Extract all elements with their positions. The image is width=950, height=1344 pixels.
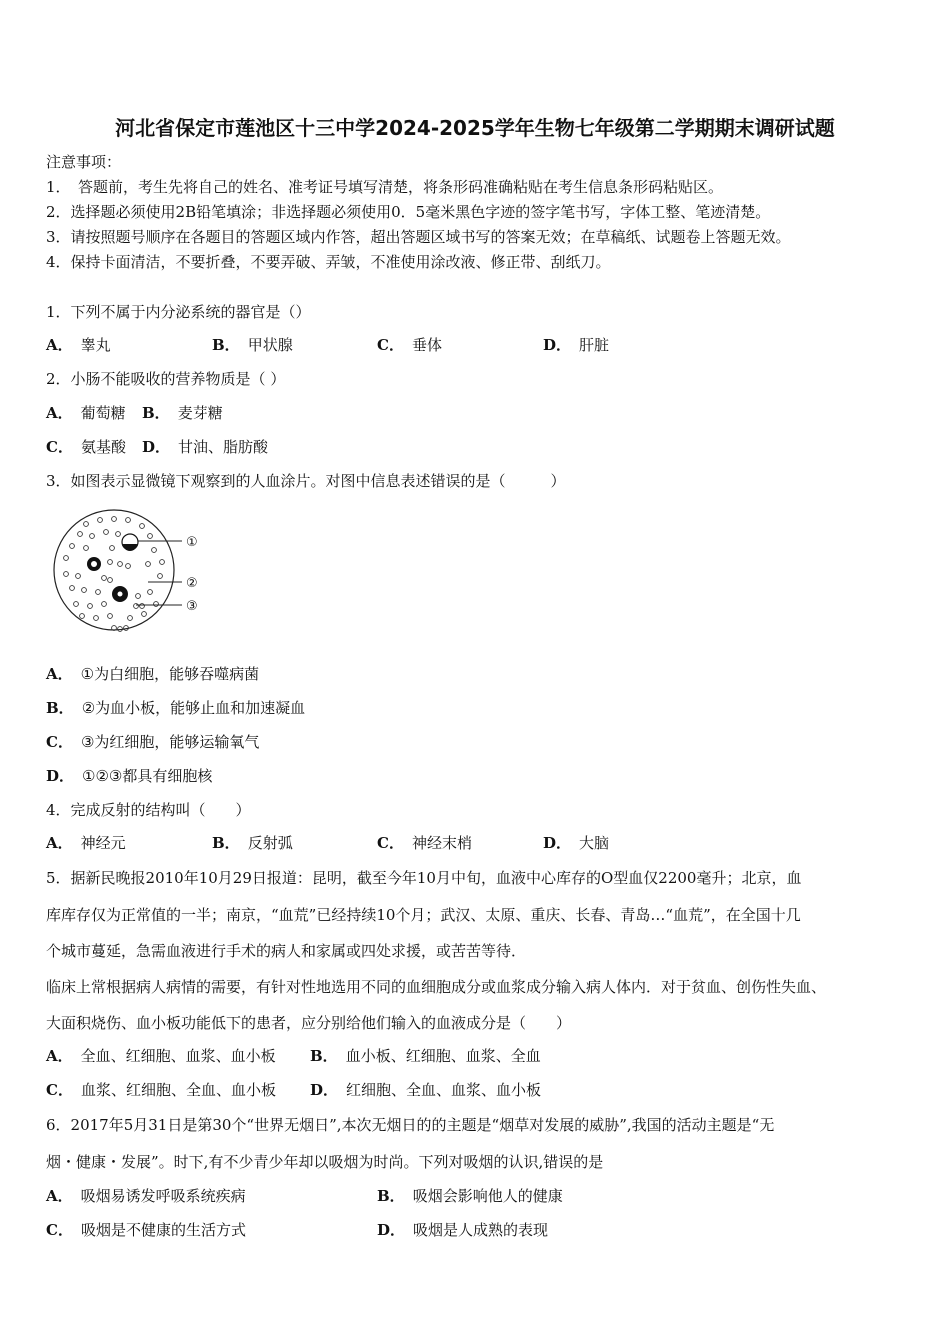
option-key: B． <box>310 1047 338 1065</box>
option-d <box>377 1220 548 1240</box>
option-text: 神经末梢 <box>411 834 472 852</box>
option-a <box>46 833 126 853</box>
option-key: D． <box>46 767 75 785</box>
option-key: A． <box>46 665 73 683</box>
question-text-line: 库库存仅为正常值的一半；南京，“血荒”已经持续10个月；武汉、太原、重庆、长春、青岛…“血荒”，在全国十几 <box>46 906 801 924</box>
option-c <box>377 335 442 355</box>
option-b <box>212 335 293 355</box>
option-text: 麦芽糖 <box>177 404 223 422</box>
option-key: C． <box>46 1221 73 1239</box>
question-stem: 2．小肠不能吸收的营养物质是（ ） <box>46 370 286 388</box>
question-stem: 1．下列不属于内分泌系统的器官是（） <box>46 303 311 321</box>
option-c <box>46 1220 246 1240</box>
option-text: 睾丸 <box>80 336 111 354</box>
option-text: 全血、红细胞、血浆、血小板 <box>80 1047 276 1065</box>
option-a <box>46 1186 246 1206</box>
option-d <box>142 437 268 457</box>
question-text-line: 个城市蔓延，急需血液进行手术的病人和家属或四处求援，或苦苦等待． <box>46 942 527 960</box>
option-b <box>212 833 293 853</box>
option-key: B． <box>212 336 240 354</box>
option-key: D． <box>377 1221 406 1239</box>
option-a <box>46 403 126 423</box>
option-key: D． <box>142 438 171 456</box>
option-key: D． <box>310 1081 339 1099</box>
option-key: D． <box>543 834 572 852</box>
option-d <box>310 1080 541 1100</box>
option-text: ③为红细胞，能够运输氧气 <box>80 733 260 751</box>
question-text-line: 5．据新民晚报2010年10月29日报道：昆明，截至今年10月中旬，血液中心库存的O型血仅2200毫升；北京，血 <box>46 869 802 887</box>
option-a <box>46 1046 276 1066</box>
option-text: 血小板、红细胞、血浆、全血 <box>345 1047 541 1065</box>
question-text-line: 烟・健康・发展”。时下,有不少青少年却以吸烟为时尚。下列对吸烟的认识,错误的是 <box>46 1153 604 1171</box>
option-c <box>46 732 259 752</box>
option-a <box>46 664 259 684</box>
option-key: C． <box>377 336 404 354</box>
question-text-line: 临床上常根据病人病情的需要，有针对性地选用不同的血细胞成分或血浆成分输入病人体内．对于贫血、创伤性失血、 <box>46 978 827 996</box>
question-stem: 4．完成反射的结构叫（ ） <box>46 801 251 819</box>
option-b <box>46 698 305 718</box>
option-d <box>46 766 212 786</box>
figure-label-1: ① <box>186 535 198 550</box>
option-key: B． <box>142 404 170 422</box>
blood-smear-diagram <box>52 508 212 640</box>
option-b <box>142 403 223 423</box>
option-text: 吸烟易诱发呼吸系统疾病 <box>80 1187 246 1205</box>
option-text: 吸烟会影响他人的健康 <box>412 1187 563 1205</box>
option-d <box>543 335 609 355</box>
blood-smear-figure <box>52 508 212 640</box>
option-text: 甲状腺 <box>247 336 293 354</box>
option-key: B． <box>212 834 240 852</box>
note-item: 4．保持卡面清洁，不要折叠，不要弄破、弄皱，不准使用涂改液、修正带、刮纸刀。 <box>46 253 611 271</box>
option-a <box>46 335 111 355</box>
option-key: A． <box>46 1047 73 1065</box>
option-text: 吸烟是不健康的生活方式 <box>80 1221 246 1239</box>
option-d <box>543 833 609 853</box>
option-text: ①②③都具有细胞核 <box>82 767 213 785</box>
note-item: 1． 答题前，考生先将自己的姓名、准考证号填写清楚，将条形码准确粘贴在考生信息条形码粘贴区。 <box>46 178 724 196</box>
option-key: A． <box>46 336 73 354</box>
option-key: C． <box>377 834 404 852</box>
question-text-line: 大面积烧伤、血小板功能低下的患者，应分别给他们输入的血液成分是（ ） <box>46 1014 572 1032</box>
option-key: C． <box>46 1081 73 1099</box>
figure-label-2: ② <box>186 576 198 591</box>
option-text: ②为血小板，能够止血和加速凝血 <box>81 699 306 717</box>
option-text: 垂体 <box>411 336 442 354</box>
option-c <box>46 437 126 457</box>
option-key: A． <box>46 404 73 422</box>
option-key: A． <box>46 1187 73 1205</box>
figure-label-3: ③ <box>186 599 198 614</box>
option-key: B． <box>377 1187 405 1205</box>
notes-heading: 注意事项： <box>46 153 122 171</box>
option-text: 大脑 <box>579 834 610 852</box>
option-text: 反射弧 <box>247 834 293 852</box>
question-stem: 3．如图表示显微镜下观察到的人血涂片。对图中信息表述错误的是（ ） <box>46 472 566 490</box>
option-key: A． <box>46 834 73 852</box>
option-b <box>310 1046 541 1066</box>
option-key: C． <box>46 733 73 751</box>
option-text: 血浆、红细胞、全血、血小板 <box>80 1081 276 1099</box>
note-item: 3．请按照题号顺序在各题目的答题区域内作答，超出答题区域书写的答案无效；在草稿纸、试题卷上答题无效。 <box>46 228 791 246</box>
page-title: 河北省保定市莲池区十三中学2024-2025学年生物七年级第二学期期末调研试题 <box>115 116 835 140</box>
option-key: B． <box>46 699 74 717</box>
option-text: 神经元 <box>80 834 126 852</box>
question-text-line: 6．2017年5月31日是第30个“世界无烟日”,本次无烟日的的主题是“烟草对发展的威胁”,我国的活动主题是“无 <box>46 1116 775 1134</box>
option-text: 氨基酸 <box>80 438 126 456</box>
option-c <box>46 1080 276 1100</box>
option-key: C． <box>46 438 73 456</box>
option-key: D． <box>543 336 572 354</box>
option-text: 葡萄糖 <box>80 404 126 422</box>
option-text: 肝脏 <box>579 336 610 354</box>
option-text: 甘油、脂肪酸 <box>178 438 269 456</box>
option-text: 红细胞、全血、血浆、血小板 <box>346 1081 542 1099</box>
option-c <box>377 833 472 853</box>
option-text: 吸烟是人成熟的表现 <box>413 1221 549 1239</box>
option-b <box>377 1186 563 1206</box>
option-text: ①为白细胞，能够吞噬病菌 <box>80 665 260 683</box>
note-item: 2．选择题必须使用2B铅笔填涂；非选择题必须使用0．5毫米黑色字迹的签字笔书写，字体工整、笔迹清楚。 <box>46 203 771 221</box>
